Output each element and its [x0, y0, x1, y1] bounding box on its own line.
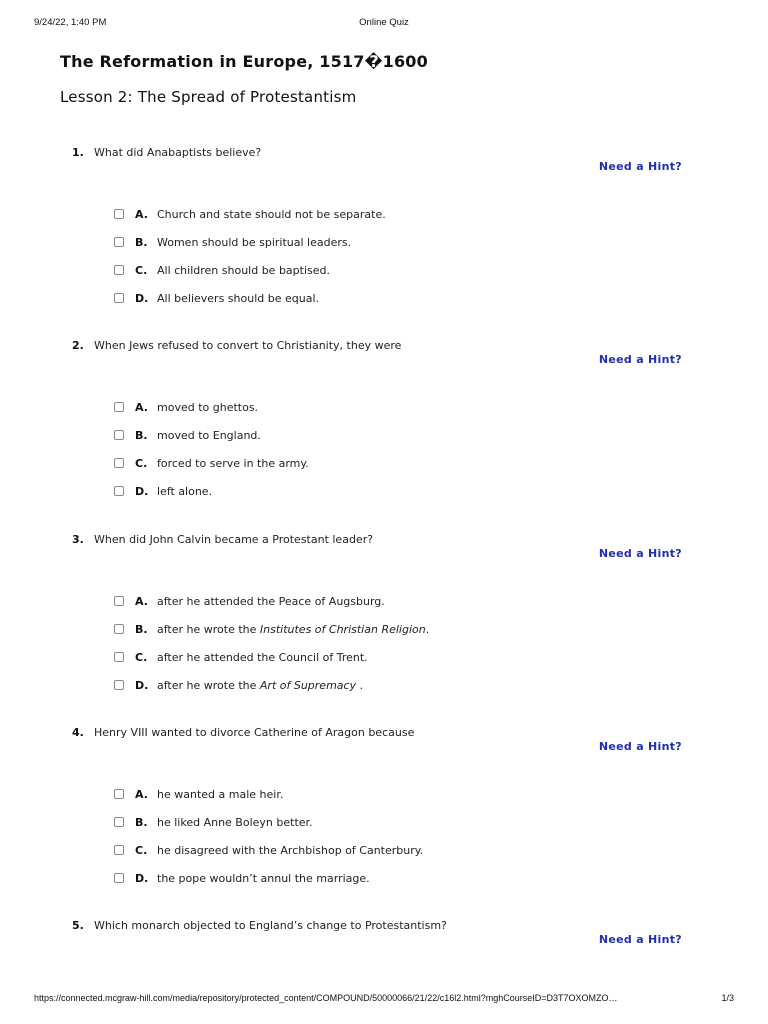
option-text: Women should be spiritual leaders. — [157, 236, 352, 249]
option-a[interactable] — [114, 208, 674, 224]
option-letter: C. — [135, 844, 148, 857]
option-text-end: . — [356, 679, 364, 692]
option-text: he wanted a male heir. — [157, 788, 284, 801]
quiz-title: The Reformation in Europe, 1517�1600 — [60, 52, 428, 71]
question-number: 5. — [72, 919, 84, 932]
option-letter: D. — [135, 679, 149, 692]
option-letter: D. — [135, 485, 149, 498]
option-checkbox[interactable] — [114, 458, 124, 468]
option-checkbox[interactable] — [114, 652, 124, 662]
question-text: Which monarch objected to England’s change to Protestantism? — [94, 919, 447, 932]
question-number: 2. — [72, 339, 84, 352]
option-c[interactable] — [114, 457, 674, 473]
option-letter: C. — [135, 457, 148, 470]
option-letter: B. — [135, 623, 148, 636]
option-letter: A. — [135, 595, 148, 608]
option-letter: B. — [135, 236, 148, 249]
option-checkbox[interactable] — [114, 624, 124, 634]
option-c[interactable] — [114, 651, 674, 667]
option-text-end: . — [425, 623, 430, 636]
question-3 — [0, 533, 768, 713]
question-number: 3. — [72, 533, 84, 546]
option-text: he liked Anne Boleyn better. — [157, 816, 313, 829]
question-number: 4. — [72, 726, 84, 739]
option-d[interactable] — [114, 679, 674, 695]
option-text: moved to ghettos. — [157, 401, 259, 414]
option-text: after he attended the Peace of Augsburg. — [157, 595, 385, 608]
print-page-title: Online Quiz — [359, 17, 409, 28]
option-d[interactable] — [114, 292, 674, 308]
option-a[interactable] — [114, 788, 674, 804]
question-5 — [0, 919, 768, 959]
option-checkbox[interactable] — [114, 817, 124, 827]
option-text-plain: after he wrote the — [157, 679, 260, 692]
option-letter: A. — [135, 788, 148, 801]
option-text: left alone. — [157, 485, 213, 498]
option-letter: A. — [135, 401, 148, 414]
option-text — [157, 679, 363, 692]
print-page-number: 1/3 — [721, 993, 734, 1003]
print-url: https://connected.mcgraw-hill.com/media/repository/protected_content/COMPOUND/50000066/21/22/c16l2.html?mghCourseID=D3T7OXOMZO… — [34, 993, 618, 1003]
print-datetime: 9/24/22, 1:40 PM — [34, 17, 107, 28]
option-letter: C. — [135, 651, 148, 664]
question-2 — [0, 339, 768, 519]
option-checkbox[interactable] — [114, 486, 124, 496]
option-letter: B. — [135, 816, 148, 829]
option-b[interactable] — [114, 816, 674, 832]
option-checkbox[interactable] — [114, 265, 124, 275]
option-c[interactable] — [114, 264, 674, 280]
option-text-plain: after he wrote the — [157, 623, 260, 636]
question-text: When Jews refused to convert to Christianity, they were — [94, 339, 402, 352]
option-text: moved to England. — [157, 429, 261, 442]
option-text: forced to serve in the army. — [157, 457, 309, 470]
option-checkbox[interactable] — [114, 237, 124, 247]
option-a[interactable] — [114, 595, 674, 611]
option-checkbox[interactable] — [114, 209, 124, 219]
option-d[interactable] — [114, 485, 674, 501]
option-text: after he attended the Council of Trent. — [157, 651, 368, 664]
option-text: All believers should be equal. — [157, 292, 319, 305]
option-checkbox[interactable] — [114, 789, 124, 799]
option-checkbox[interactable] — [114, 873, 124, 883]
question-number: 1. — [72, 146, 84, 159]
question-text: Henry VIII wanted to divorce Catherine of Aragon because — [94, 726, 415, 739]
need-hint-link[interactable]: Need a Hint? — [598, 933, 682, 946]
question-text: When did John Calvin became a Protestant leader? — [94, 533, 374, 546]
option-letter: D. — [135, 872, 149, 885]
option-d[interactable] — [114, 872, 674, 888]
question-text: What did Anabaptists believe? — [94, 146, 262, 159]
option-checkbox[interactable] — [114, 596, 124, 606]
option-a[interactable] — [114, 401, 674, 417]
option-letter: C. — [135, 264, 148, 277]
question-4 — [0, 726, 768, 906]
option-checkbox[interactable] — [114, 430, 124, 440]
option-text — [157, 623, 429, 636]
option-checkbox[interactable] — [114, 845, 124, 855]
book-title: Institutes of Christian Religion — [259, 623, 426, 636]
option-checkbox[interactable] — [114, 402, 124, 412]
option-letter: D. — [135, 292, 149, 305]
option-checkbox[interactable] — [114, 680, 124, 690]
need-hint-link[interactable]: Need a Hint? — [598, 160, 682, 173]
question-1 — [0, 146, 768, 326]
option-text: he disagreed with the Archbishop of Canterbury. — [157, 844, 424, 857]
option-letter: A. — [135, 208, 148, 221]
need-hint-link[interactable]: Need a Hint? — [598, 740, 682, 753]
option-checkbox[interactable] — [114, 293, 124, 303]
lesson-title: Lesson 2: The Spread of Protestantism — [60, 88, 357, 106]
option-text: All children should be baptised. — [157, 264, 331, 277]
option-b[interactable] — [114, 623, 674, 639]
print-footer — [34, 993, 734, 1005]
option-text: the pope wouldn’t annul the marriage. — [157, 872, 370, 885]
need-hint-link[interactable]: Need a Hint? — [598, 547, 682, 560]
option-b[interactable] — [114, 429, 674, 445]
option-text: Church and state should not be separate. — [157, 208, 386, 221]
book-title: Art of Supremacy — [259, 679, 357, 692]
option-c[interactable] — [114, 844, 674, 860]
option-b[interactable] — [114, 236, 674, 252]
option-letter: B. — [135, 429, 148, 442]
need-hint-link[interactable]: Need a Hint? — [598, 353, 682, 366]
print-header — [34, 17, 734, 31]
